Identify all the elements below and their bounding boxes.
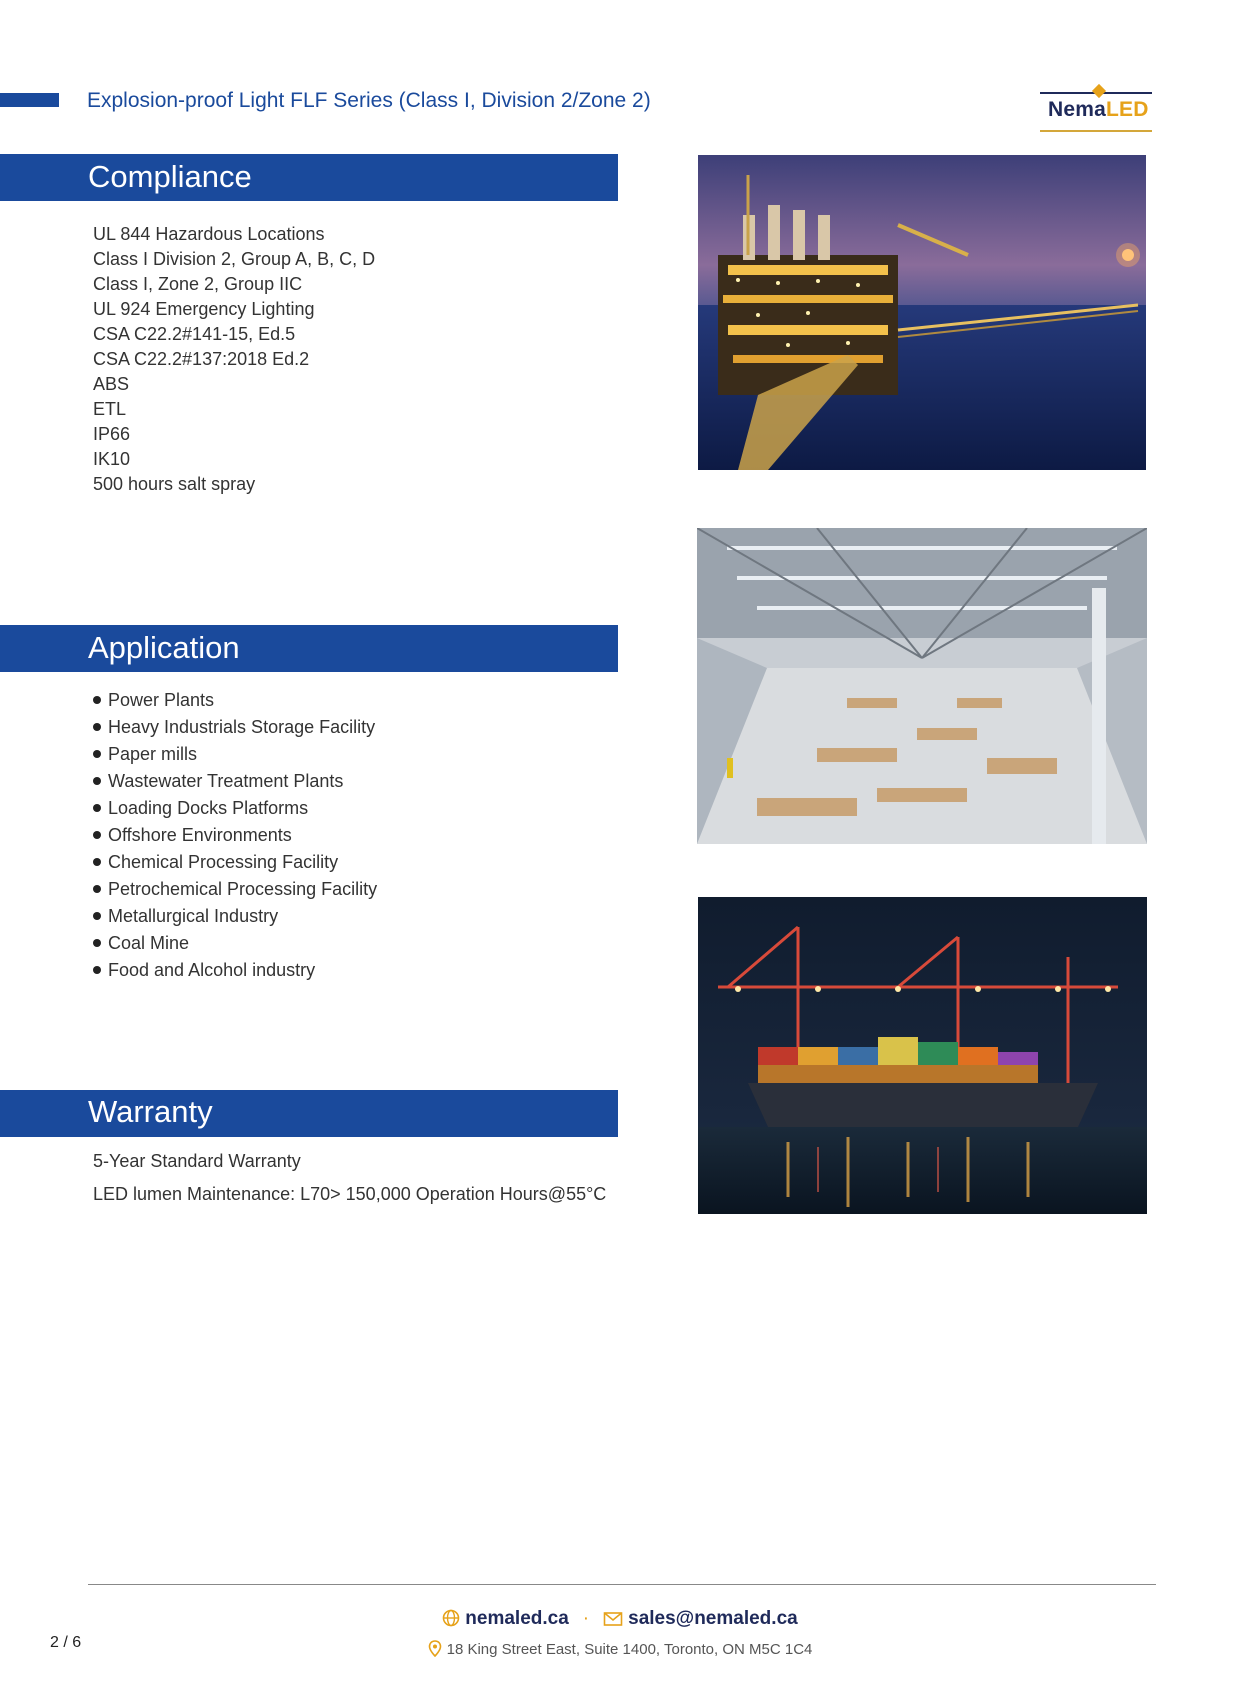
list-item (93, 903, 377, 930)
warranty-line-1: 5-Year Standard Warranty (93, 1151, 301, 1171)
list-item (93, 687, 377, 714)
bullet-icon (93, 939, 101, 947)
warranty-heading: Warranty (88, 1094, 213, 1129)
globe-icon (442, 1609, 460, 1633)
list-item-label: Heavy Industrials Storage Facility (108, 717, 376, 737)
compliance-heading: Compliance (88, 159, 252, 194)
header-accent-bar (0, 93, 59, 107)
mail-icon (603, 1611, 623, 1633)
logo-text-led: LED (1106, 98, 1149, 121)
list-item (93, 876, 377, 903)
list-item (93, 768, 377, 795)
bullet-icon (93, 750, 101, 758)
list-item: CSA C22.2#141-15, Ed.5 (93, 324, 296, 344)
logo-diamond-icon (1092, 84, 1106, 98)
list-item-label: Offshore Environments (108, 825, 292, 845)
bullet-icon (93, 912, 101, 920)
email-link[interactable]: sales@nemaled.ca (628, 1608, 798, 1629)
list-item: IK10 (93, 449, 131, 469)
list-item-label: Power Plants (108, 690, 215, 710)
list-item: UL 924 Emergency Lighting (93, 299, 315, 319)
list-item (93, 795, 377, 822)
list-item (93, 822, 377, 849)
bullet-icon (93, 723, 101, 731)
list-item-label: Metallurgical Industry (108, 906, 279, 926)
nemaled-logo (1040, 86, 1152, 136)
website-link[interactable]: nemaled.ca (465, 1608, 569, 1629)
list-item (93, 930, 377, 957)
list-item-label: Coal Mine (108, 933, 190, 953)
logo-wordmark (1048, 98, 1149, 122)
footer-separator: · (582, 1608, 590, 1629)
list-item: CSA C22.2#137:2018 Ed.2 (93, 349, 310, 369)
list-item: 500 hours salt spray (93, 474, 256, 494)
bullet-icon (93, 777, 101, 785)
list-item (93, 957, 377, 984)
list-item-label: Petrochemical Processing Facility (108, 879, 378, 899)
list-item-label: Paper mills (108, 744, 198, 764)
application-heading: Application (88, 630, 240, 665)
warehouse-photo (697, 528, 1147, 844)
logo-bottom-line (1040, 130, 1152, 132)
document-title: Explosion-proof Light FLF Series (Class I, Division 2/Zone 2) (87, 89, 651, 112)
list-item (93, 849, 377, 876)
bullet-icon (93, 696, 101, 704)
bullet-icon (93, 885, 101, 893)
warranty-line-2: LED lumen Maintenance: L70> 150,000 Operation Hours@55°C (93, 1184, 607, 1204)
list-item-label: Loading Docks Platforms (108, 798, 309, 818)
list-item: Class I, Zone 2, Group IIC (93, 274, 303, 294)
list-item: IP66 (93, 424, 131, 444)
container-port-photo (698, 897, 1147, 1214)
list-item (93, 714, 377, 741)
list-item: UL 844 Hazardous Locations (93, 224, 325, 244)
location-pin-icon (428, 1640, 442, 1661)
logo-text-nema: Nema (1048, 98, 1106, 121)
list-item-label: Wastewater Treatment Plants (108, 771, 344, 791)
footer-contacts (0, 1608, 1240, 1633)
bullet-icon (93, 858, 101, 866)
list-item (93, 741, 377, 768)
bullet-icon (93, 831, 101, 839)
bullet-icon (93, 966, 101, 974)
application-list (93, 687, 377, 984)
list-item: Class I Division 2, Group A, B, C, D (93, 249, 376, 269)
list-item: ABS (93, 374, 130, 394)
footer-divider (88, 1584, 1156, 1585)
address-text: 18 King Street East, Suite 1400, Toronto, ON M5C 1C4 (446, 1641, 813, 1658)
list-item-label: Chemical Processing Facility (108, 852, 339, 872)
list-item-label: Food and Alcohol industry (108, 960, 316, 980)
compliance-list (93, 222, 375, 497)
bullet-icon (93, 804, 101, 812)
footer-address (0, 1640, 1240, 1661)
list-item: ETL (93, 399, 127, 419)
offshore-platform-photo (698, 155, 1146, 470)
page-number: 2 / 6 (50, 1634, 82, 1651)
